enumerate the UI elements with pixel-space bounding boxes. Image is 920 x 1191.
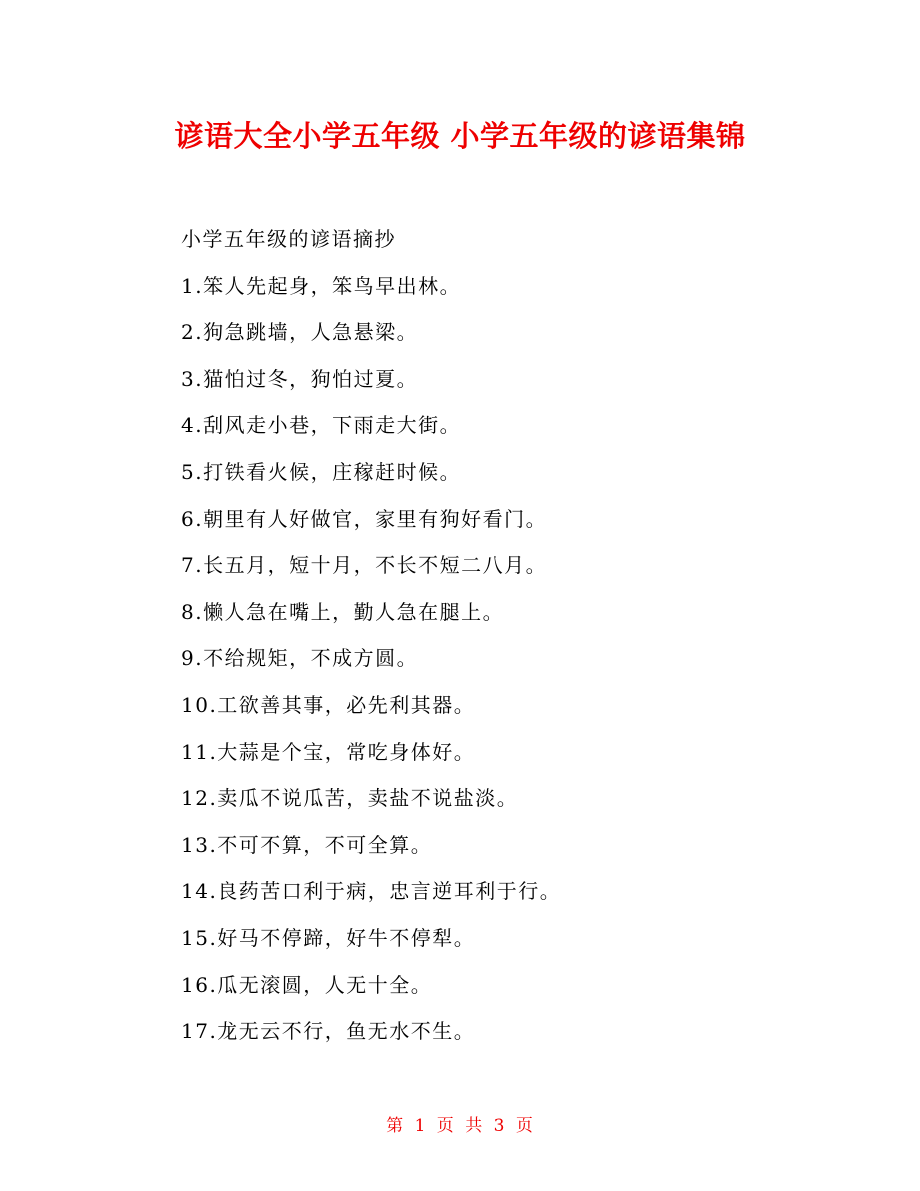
proverb-line: 7.长五月，短十月，不长不短二八月。 (181, 553, 548, 578)
document-body (181, 216, 781, 1055)
section-heading: 小学五年级的谚语摘抄 (181, 227, 396, 251)
proverb-line: 3.猫怕过冬，狗怕过夏。 (181, 366, 419, 391)
proverb-line: 13.不可不算，不可全算。 (181, 832, 433, 857)
proverb-line: 11.大蒜是个宝，常吃身体好。 (181, 739, 476, 764)
proverb-line: 5.打铁看火候，庄稼赶时候。 (181, 459, 462, 484)
proverb-line: 14.良药苦口利于病，忠言逆耳利于行。 (181, 879, 562, 904)
proverb-line: 6.朝里有人好做官，家里有狗好看门。 (181, 506, 548, 531)
proverb-line: 9.不给规矩，不成方圆。 (181, 646, 419, 671)
proverb-line: 4.刮风走小巷，下雨走大街。 (181, 413, 462, 438)
proverb-line: 1.笨人先起身，笨鸟早出林。 (181, 273, 462, 298)
proverb-line: 16.瓜无滚圆，人无十全。 (181, 972, 433, 997)
page-number-footer: 第 1 页 共 3 页 (386, 1116, 534, 1136)
document-title: 谚语大全小学五年级 小学五年级的谚语集锦 (174, 119, 746, 153)
proverb-line: 17.龙无云不行，鱼无水不生。 (181, 1019, 476, 1044)
proverb-line: 12.卖瓜不说瓜苦，卖盐不说盐淡。 (181, 786, 519, 811)
proverb-line: 15.好马不停蹄，好牛不停犁。 (181, 925, 476, 950)
proverb-line: 2.狗急跳墙，人急悬梁。 (181, 320, 419, 345)
proverb-line: 8.懒人急在嘴上，勤人急在腿上。 (181, 599, 505, 624)
proverb-line: 10.工欲善其事，必先利其器。 (181, 692, 476, 717)
